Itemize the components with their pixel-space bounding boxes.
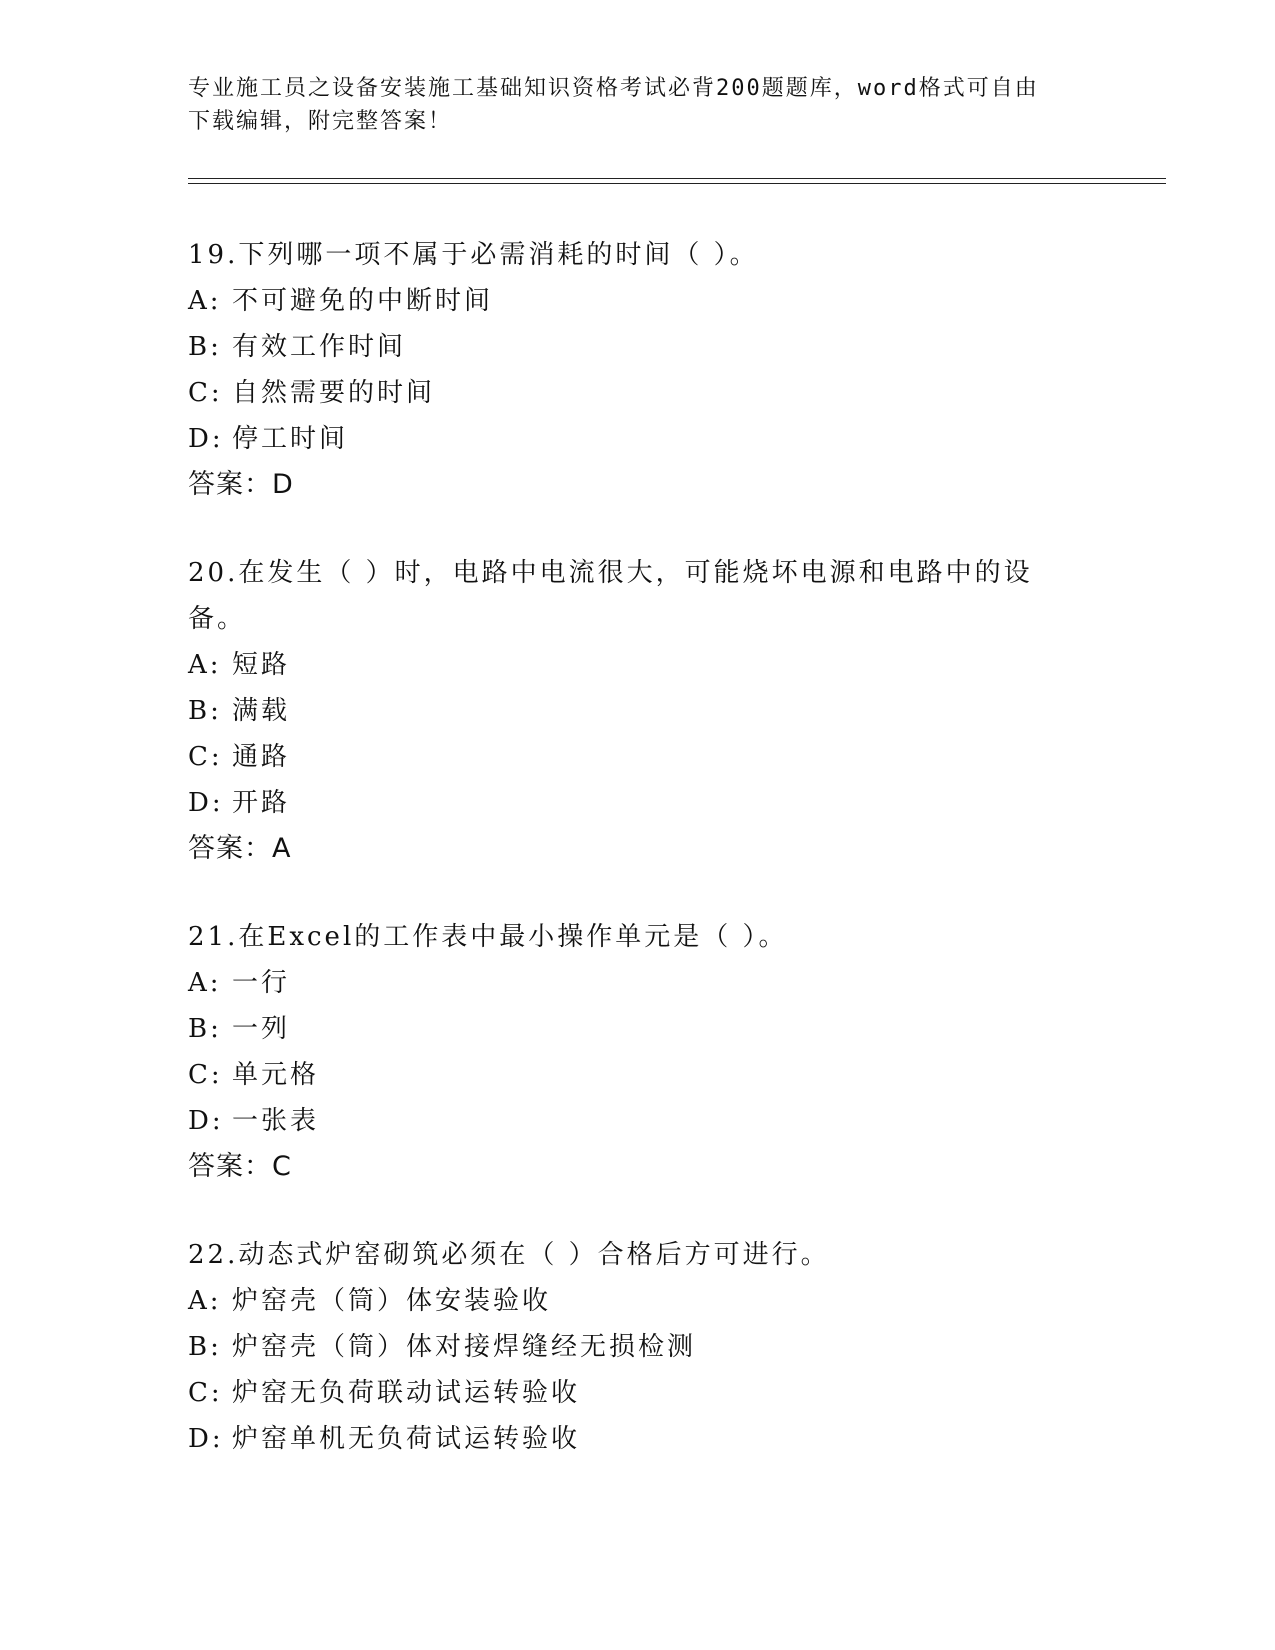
option-c xyxy=(188,734,1088,780)
option-text: 有效工作时间 xyxy=(232,332,407,362)
option-label: B: xyxy=(188,696,222,726)
question-19 xyxy=(188,232,1088,508)
answer-line: 答案：D xyxy=(188,469,294,500)
option-label: A: xyxy=(188,650,222,680)
option-label: C: xyxy=(188,378,223,408)
option-label: D: xyxy=(188,424,224,454)
answer-line: 答案：C xyxy=(188,1151,292,1182)
option-label: C: xyxy=(188,1378,223,1408)
option-label: D: xyxy=(188,1106,224,1136)
option-text: 一行 xyxy=(232,968,291,998)
option-label: D: xyxy=(188,788,224,818)
option-label: B: xyxy=(188,332,222,362)
option-text: 自然需要的时间 xyxy=(232,378,436,408)
option-d xyxy=(188,780,1088,826)
option-b xyxy=(188,1324,1088,1370)
option-d xyxy=(188,1416,1088,1462)
question-21 xyxy=(188,914,1088,1190)
option-d xyxy=(188,416,1088,462)
option-text: 炉窑壳（筒）体对接焊缝经无损检测 xyxy=(232,1332,697,1362)
option-text: 炉窑无负荷联动试运转验收 xyxy=(232,1378,581,1408)
answer-line: 答案：A xyxy=(188,833,292,864)
option-b xyxy=(188,688,1088,734)
option-text: 不可避免的中断时间 xyxy=(232,286,494,316)
option-label: A: xyxy=(188,968,222,998)
option-text: 一张表 xyxy=(232,1106,320,1136)
question-stem: 20.在发生（ ）时，电路中电流很大，可能烧坏电源和电路中的设备。 xyxy=(188,558,1033,634)
question-20 xyxy=(188,550,1088,872)
option-a xyxy=(188,960,1088,1006)
option-text: 一列 xyxy=(232,1014,291,1044)
option-label: B: xyxy=(188,1332,222,1362)
option-text: 炉窑单机无负荷试运转验收 xyxy=(232,1424,581,1454)
option-a xyxy=(188,278,1088,324)
question-list xyxy=(188,232,1088,1504)
option-b xyxy=(188,1006,1088,1052)
header-line-2: 下载编辑，附完整答案！ xyxy=(188,109,453,134)
option-text: 炉窑壳（筒）体安装验收 xyxy=(232,1286,552,1316)
option-text: 通路 xyxy=(232,742,291,772)
header-line-1: 专业施工员之设备安装施工基础知识资格考试必背200题题库，word格式可自由 xyxy=(188,76,1039,101)
option-d xyxy=(188,1098,1088,1144)
option-label: A: xyxy=(188,1286,222,1316)
option-text: 短路 xyxy=(232,650,291,680)
header-divider-bottom xyxy=(188,183,1166,184)
question-22 xyxy=(188,1232,1088,1462)
option-a xyxy=(188,642,1088,688)
option-text: 停工时间 xyxy=(232,424,349,454)
option-label: B: xyxy=(188,1014,222,1044)
option-label: A: xyxy=(188,286,222,316)
option-label: D: xyxy=(188,1424,224,1454)
option-text: 单元格 xyxy=(232,1060,320,1090)
option-a xyxy=(188,1278,1088,1324)
question-stem: 19.下列哪一项不属于必需消耗的时间（ ）。 xyxy=(188,240,759,270)
option-text: 开路 xyxy=(232,788,291,818)
option-text: 满载 xyxy=(232,696,291,726)
option-c xyxy=(188,370,1088,416)
document-header xyxy=(188,72,1088,138)
option-c xyxy=(188,1052,1088,1098)
option-label: C: xyxy=(188,742,223,772)
header-divider-top xyxy=(188,178,1166,179)
option-b xyxy=(188,324,1088,370)
option-c xyxy=(188,1370,1088,1416)
question-stem: 22.动态式炉窑砌筑必须在（ ）合格后方可进行。 xyxy=(188,1240,830,1270)
question-stem: 21.在Excel的工作表中最小操作单元是（ ）。 xyxy=(188,922,788,952)
option-label: C: xyxy=(188,1060,223,1090)
